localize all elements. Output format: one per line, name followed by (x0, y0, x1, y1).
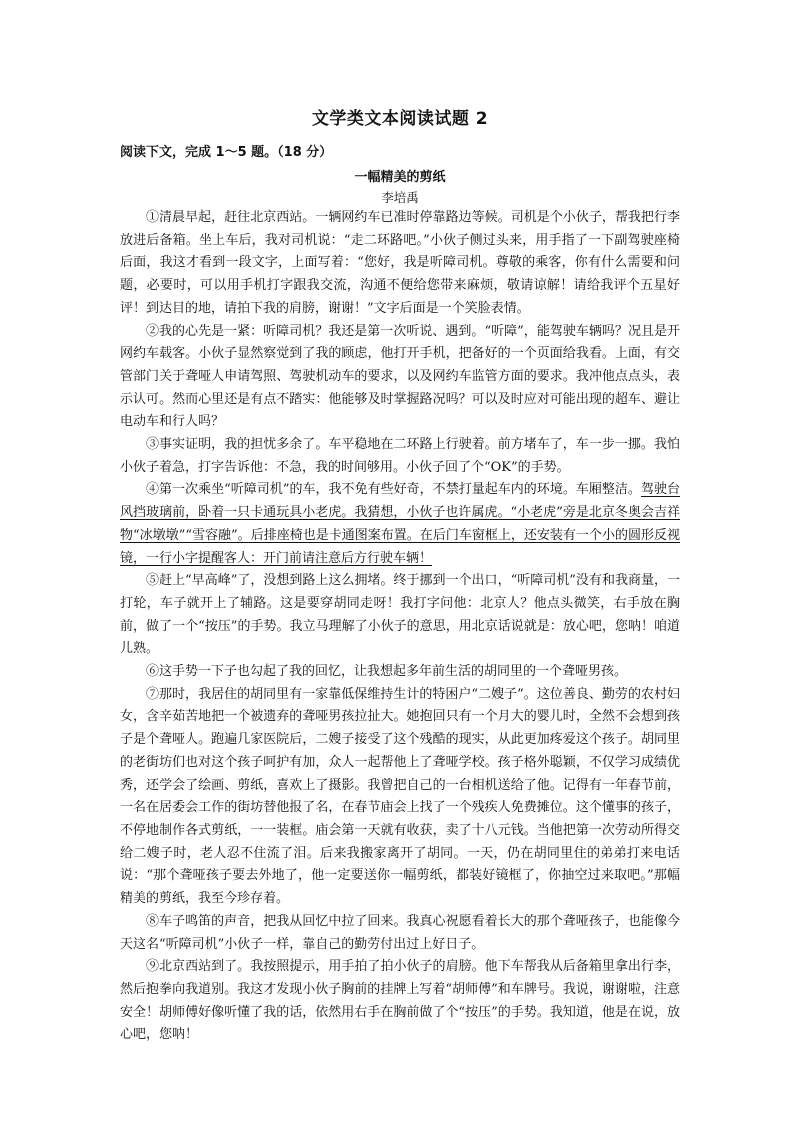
paragraph-4-plain-text: ④第一次乘坐“听障司机”的车，我不免有些好奇，不禁打量起车内的环境。车厢整洁。 (146, 482, 641, 498)
paragraph-4 (120, 479, 680, 570)
paragraph-1: ①清晨早起，赶往北京西站。一辆网约车已准时停靠路边等候。司机是个小伙子，帮我把行李放进后备箱。坐上车后，我对司机说：“走二环路吧。”小伙子侧过头来，用手指了一下副驾驶座椅后面，我这才看到一段文字，上面写着：“您好，我是听障司机。尊敬的乘客，你有什么需要和问题，必要时，可以用手机打字跟我交流，沟通不便给您带来麻烦，敬请谅解！请给我评个五星好评！到达目的地，请拍下我的肩膀，谢谢！”文字后面是一个笑脸表情。 (120, 210, 680, 316)
paragraph-8: ⑧车子鸣笛的声音，把我从回忆中拉了回来。我真心祝愿看着长大的那个聋哑孩子，也能像今天这名“听障司机”小伙子一样，靠自己的勤劳付出过上好日子。 (120, 913, 680, 952)
article-title: 一幅精美的剪纸 (354, 170, 446, 185)
paragraph-9: ⑨北京西站到了。我按照提示，用手拍了拍小伙子的肩膀。他下车帮我从后备箱里拿出行李，然后抱拳向我道别。我这才发现小伙子胸前的挂牌上写着“胡师傅”和车牌号。我说，谢谢啦，注意安全！胡师傅好像听懂了我的话，依然用右手在胸前做了个“按压”的手势。我知道，他是在说，放心吧，您呐！ (120, 959, 680, 1043)
paragraph-2: ②我的心先是一紧：听障司机？我还是第一次听说、遇到。“听障”，能驾驶车辆吗？况且是开网约车载客。小伙子显然察觉到了我的顾虑，他打开手机，把备好的一个页面给我看。上面，有交管部门关于聋哑人申请驾照、驾驶机动车的要求，以及网约车监管方面的要求。我冲他点点头，表示认可。然而心里还是有点不踏实：他能够及时掌握路况吗？可以及时应对可能出现的超车、避让电动车和行人吗？ (120, 323, 680, 430)
article-author: 李培禹 (381, 190, 419, 205)
article-body (120, 207, 680, 1047)
paragraph-4-underlined-text: 驾驶台风挡玻璃前，卧着一只卡通玩具小老虎。我猜想，小伙子也许属虎。“小老虎”旁是北京冬奥会吉祥物“冰墩墩”“雪容融”。后排座椅也是卡通图案布置。在后门车窗框上，还安装有一个小的圆形反视镜，一行小字提醒客人：开门前请注意后方行驶车辆！ (120, 482, 680, 566)
question-instruction: 阅读下文，完成 1～5 题。（18 分） (120, 145, 333, 160)
paragraph-5: ⑤赶上“早高峰”了，没想到路上这么拥堵。终于挪到一个出口，“听障司机”没有和我商量，一打轮，车子就开上了辅路。这是要穿胡同走呀！我打字问他：北京人？他点头微笑，右手放在胸前，做了一个“按压”的手势。我立马理解了小伙子的意思，用北京话说就是：放心吧，您呐！咱道儿熟。 (120, 573, 680, 657)
paragraph-3: ③事实证明，我的担忧多余了。车平稳地在二环路上行驶着。前方堵车了，车一步一挪。我怕小伙子着急，打字告诉他：不急，我的时间够用。小伙子回了个“OK”的手势。 (120, 437, 680, 475)
paragraph-6: ⑥这手势一下子也勾起了我的回忆，让我想起多年前生活的胡同里的一个聋哑男孩。 (146, 664, 628, 680)
paragraph-7: ⑦那时，我居住的胡同里有一家靠低保维持生计的特困户“二嫂子”。这位善良、勤劳的农村妇女，含辛茹苦地把一个被遗弃的聋哑男孩拉扯大。她抱回只有一个月大的婴儿时，全然不会想到孩子是个聋哑人。跑遍几家医院后，二嫂子接受了这个残酷的现实，从此更加疼爱这个孩子。胡同里的老街坊们也对这个孩子呵护有加，众人一起帮他上了聋哑学校。孩子格外聪颖，不仅学习成绩优秀，还学会了绘画、剪纸，喜欢上了摄影。我曾把自己的一台相机送给了他。记得有一年春节前，一名在居委会工作的街坊替他报了名，在春节庙会上找了一个残疾人免费摊位。这个懂事的孩子，不停地制作各式剪纸，一一装框。庙会第一天就有收获，卖了十八元钱。当他把第一次劳动所得交给二嫂子时，老人忍不住流了泪。后来我搬家离开了胡同。一天，仍在胡同里住的弟弟打来电话说：“那个聋哑孩子要去外地了，他一定要送你一幅剪纸，都装好镜框了，你抽空过来取吧。”那幅精美的剪纸，我至今珍存着。 (120, 686, 680, 907)
document-title: 文学类文本阅读试题 2 (311, 109, 489, 129)
